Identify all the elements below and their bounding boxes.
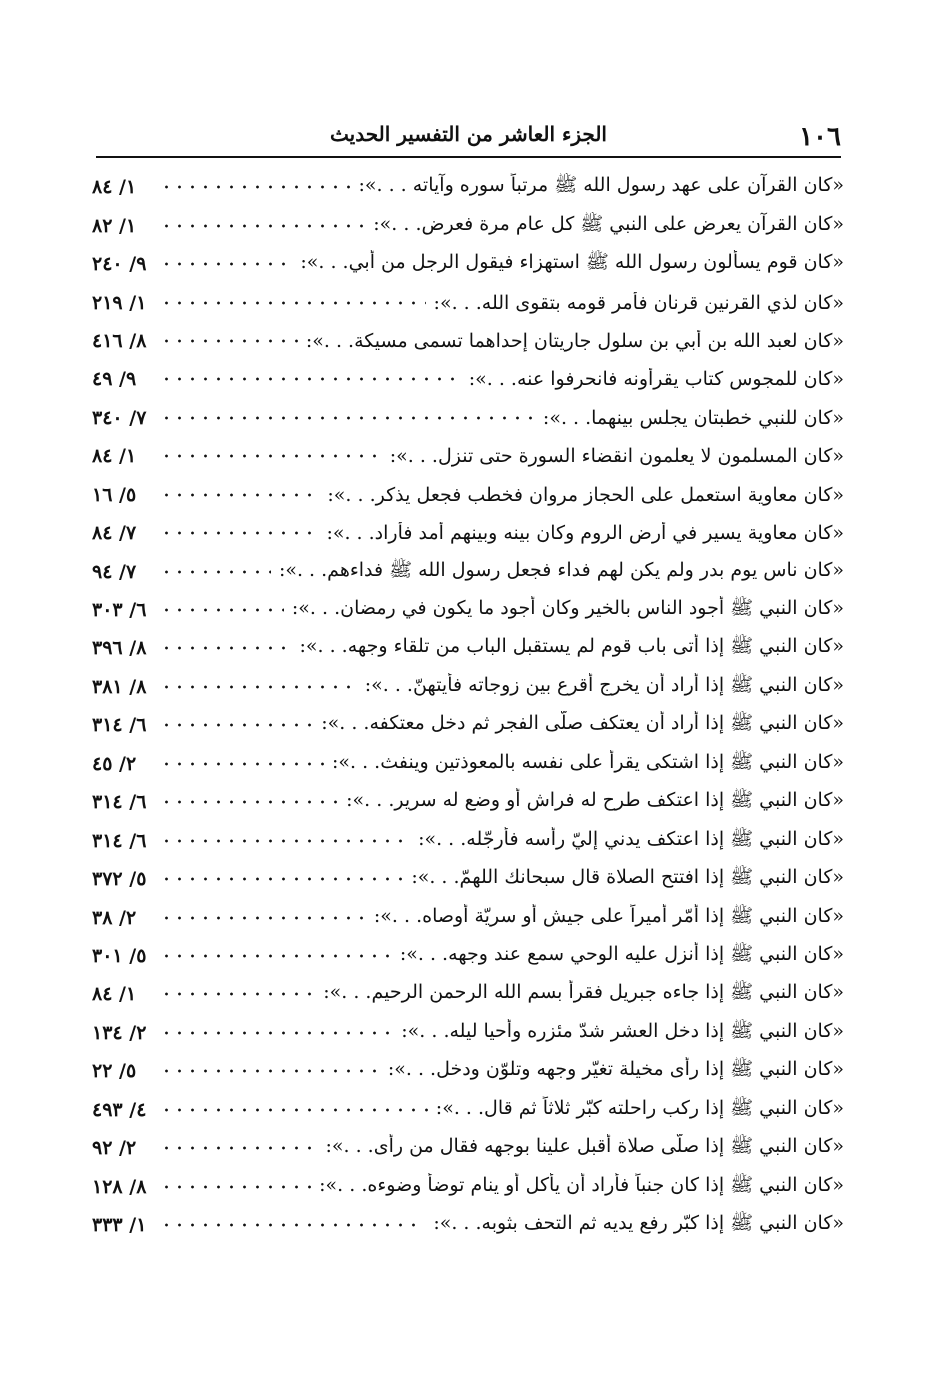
entry-text: «كان القرآن يعرض على النبي ﷺ كل عام مرة فعرض. . .»: [373,212,844,235]
leader-dots [160,606,284,614]
index-entry [92,898,844,936]
header-rule [96,156,841,158]
leader-dots [160,1183,311,1191]
entry-reference: ١/ ٨٤ [92,983,137,1006]
entry-reference: ٢/ ٩٢ [92,1137,137,1160]
leader-dots [160,1106,428,1114]
entry-text: «كان النبي ﷺ إذا أمّر أميراً على جيش أو سريّة أوصاه. . .»: [373,904,844,927]
entry-text: «كان النبي ﷺ إذا اشتكى يقرأ على نفسه بالمعوذتين وينفث. . .»: [332,750,844,773]
leader-dots [160,414,535,422]
index-entry [92,206,844,244]
index-entry [92,283,844,321]
index-entry [92,168,844,206]
entry-text: «كان النبي ﷺ إذا جاءه جبريل فقرأ بسم الله الرحمن الرحيم. . .»: [323,981,844,1004]
index-entry [92,591,844,629]
page-header [96,118,841,158]
entry-text: «كان معاوية استعمل على الحجاز مروان فخطب فجعل يذكر. . .»: [327,483,844,506]
index-entry [92,322,844,360]
index-entry [92,476,844,514]
running-title: الجزء العاشر من التفسير الحديث [330,122,607,146]
index-entry [92,629,844,667]
entry-reference: ٥/ ٣٠١ [92,944,147,967]
index-entry [92,399,844,437]
index-entry [92,1206,844,1244]
entry-text: «كان قوم يسألون رسول الله ﷺ استهزاء فيقول الرجل من أبي. . .»: [300,251,844,274]
entry-text: «كان النبي ﷺ إذا اعتكف طرح له فراش أو وضع له سرير. . .»: [346,789,844,812]
entry-text: «كان للنبي خطبتان يجلس بينهما. . .»: [542,406,844,429]
leader-dots [160,568,271,576]
entry-text: «كان النبي ﷺ إذا أراد أن يخرج أقرع بين زوجاته فأيتهنّ. . .»: [364,673,844,696]
leader-dots [160,644,291,652]
entry-reference: ٦/ ٣٠٣ [92,599,147,622]
entry-text: «كان ناس يوم بدر ولم يكن لهم فداء فجعل رسول الله ﷺ فداءهم. . .»: [278,558,844,581]
index-entry [92,360,844,398]
index-entry [92,745,844,783]
entry-text: «كان النبي ﷺ إذا دخل العشر شدّ مئزره وأحيا ليله. . .»: [401,1019,844,1042]
entry-reference: ٦/ ٣١٤ [92,714,147,737]
entry-reference: ٦/ ٣١٤ [92,829,147,852]
entry-text: «كان النبي ﷺ إذا كبّر رفع يديه ثم التحف بثوبه. . .»: [433,1212,844,1235]
entry-reference: ٧/ ٨٤ [92,522,137,545]
index-entry-list [92,168,844,1244]
leader-dots [160,914,366,922]
page-number: ١٠٦ [799,122,841,152]
leader-dots [160,837,410,845]
leader-dots [160,1221,425,1229]
leader-dots [160,491,319,499]
index-entry [92,1091,844,1129]
entry-text: «كان للمجوس كتاب يقرأونه فانحرفوا عنه. . .»: [468,368,844,391]
entry-reference: ٥/ ٢٢ [92,1060,137,1083]
entry-reference: ٨/ ٤١٦ [92,329,147,352]
entry-reference: ١/ ٨٤ [92,176,137,199]
leader-dots [160,1144,317,1152]
leader-dots [160,875,403,883]
index-entry [92,783,844,821]
entry-text: «كان المسلمون لا يعلمون انقضاء السورة حتى تنزل. . .»: [389,445,844,468]
leader-dots [160,375,461,383]
entry-text: «كان معاوية يسير في أرض الروم وكان بينه وبينهم أمد فأراد. . .»: [326,522,844,545]
index-entry [92,706,844,744]
entry-reference: ٢/ ٤٥ [92,752,137,775]
entry-reference: ١/ ٨٢ [92,214,137,237]
entry-reference: ٧/ ٩٤ [92,560,137,583]
entry-reference: ٨/ ١٢٨ [92,1175,147,1198]
entry-text: «كان النبي ﷺ إذا كان جنباً فأراد أن يأكل أو ينام توضأ وضوءه. . .»: [319,1173,844,1196]
leader-dots [160,183,350,191]
index-entry [92,1129,844,1167]
index-entry [92,1167,844,1205]
entry-reference: ٨/ ٣٨١ [92,675,147,698]
entry-reference: ١/ ٣٣٣ [92,1214,147,1237]
entry-reference: ٨/ ٣٩٦ [92,637,147,660]
leader-dots [160,1067,380,1075]
entry-reference: ٦/ ٣١٤ [92,791,147,814]
leader-dots [160,798,338,806]
entry-text: «كان النبي ﷺ إذا افتتح الصلاة قال سبحانك اللهمّ. . .»: [411,866,844,889]
entry-reference: ٧/ ٣٤٠ [92,406,147,429]
leader-dots [160,222,365,230]
entry-text: «كان النبي ﷺ إذا أنزل عليه الوحي سمع عند وجهه. . .»: [399,942,844,965]
entry-text: «كان النبي ﷺ أجود الناس بالخير وكان أجود ما يكون في رمضان. . .»: [291,597,844,620]
leader-dots [160,299,426,307]
leader-dots [160,529,318,537]
entry-reference: ٤/ ٤٩٣ [92,1098,147,1121]
leader-dots [160,721,313,729]
entry-text: «كان النبي ﷺ إذا رأى مخيلة تغيّر وجهه وتلوّن ودخل. . .»: [387,1058,844,1081]
entry-text: «كان النبي ﷺ إذا أتى باب قوم لم يستقبل الباب من تلقاء وجهه. . .»: [299,635,844,658]
entry-text: «كان لذي القرنين قرنان فأمر قومه بتقوى الله. . .»: [433,291,844,314]
leader-dots [160,990,315,998]
entry-reference: ٩/ ٤٩ [92,368,137,391]
entry-reference: ٢/ ٣٨ [92,906,137,929]
index-entry [92,552,844,590]
leader-dots [160,1029,393,1037]
index-entry [92,975,844,1013]
leader-dots [160,952,392,960]
leader-dots [160,683,357,691]
entry-text: «كان النبي ﷺ إذا اعتكف يدني إليّ رأسه فأرجّله. . .»: [418,827,844,850]
entry-text: «كان النبي ﷺ إذا أراد أن يعتكف صلّى الفجر ثم دخل معتكفه. . .»: [321,712,844,735]
index-entry [92,1052,844,1090]
entry-reference: ٥/ ١٦ [92,483,137,506]
index-entry [92,437,844,475]
entry-text: «كان لعبد الله بن أبي بن سلول جاريتان إحداهما تسمى مسيكة. . .»: [305,329,844,352]
entry-reference: ٢/ ١٣٤ [92,1021,147,1044]
entry-text: «كان النبي ﷺ إذا صلّى صلاة أقبل علينا بوجهه فقال من رأى. . .»: [325,1135,844,1158]
leader-dots [160,760,324,768]
entry-text: «كان القرآن على عهد رسول الله ﷺ مرتباً سوره وآياته . . .»: [358,174,844,197]
index-entry [92,860,844,898]
entry-reference: ١/ ٢١٩ [92,291,147,314]
entry-reference: ١/ ٨٤ [92,445,137,468]
index-entry [92,514,844,552]
index-entry [92,668,844,706]
index-entry [92,937,844,975]
entry-text: «كان النبي ﷺ إذا ركب راحلته كبّر ثلاثاً ثم قال. . .»: [435,1096,844,1119]
leader-dots [160,337,298,345]
leader-dots [160,452,382,460]
leader-dots [160,260,292,268]
index-entry [92,245,844,283]
index-entry [92,821,844,859]
index-entry [92,1014,844,1052]
entry-reference: ٩/ ٢٤٠ [92,253,147,276]
entry-reference: ٥/ ٣٧٢ [92,868,147,891]
